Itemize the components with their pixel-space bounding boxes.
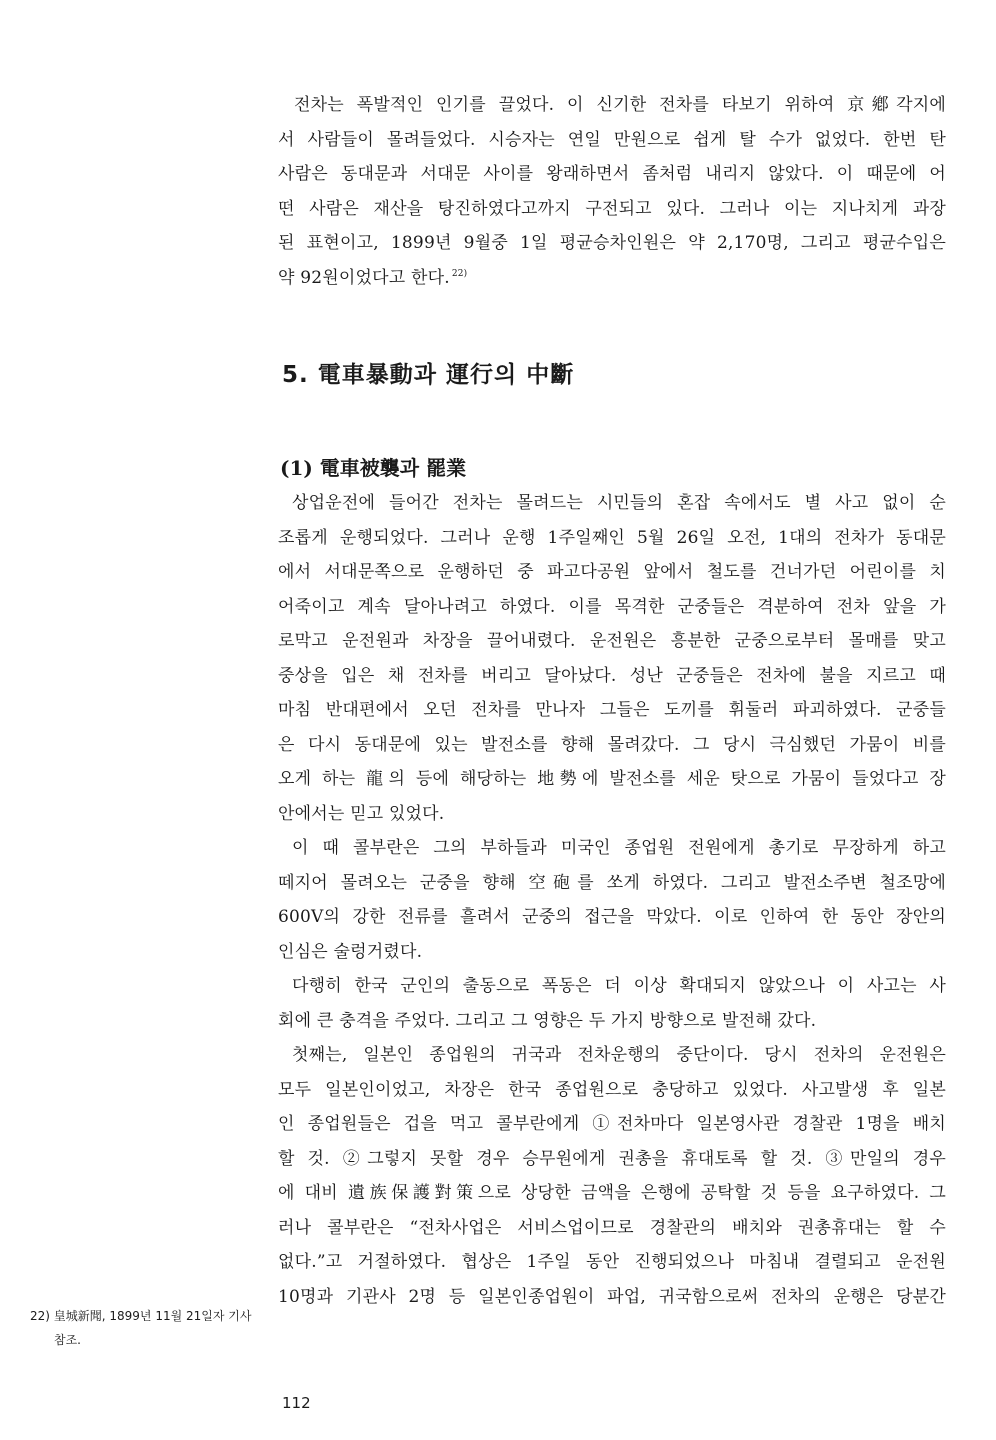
body-line: 10명과 기관사 2명 등 일본인종업원이 파업, 귀국함으로써 전차의 운행은 당분간	[278, 1286, 946, 1307]
body-line: 모두 일본인이었고, 차장은 한국 종업원으로 충당하고 있었다. 사고발생 후 일본	[278, 1079, 946, 1100]
subsection-title: (1) 電車被襲과 罷業	[280, 456, 467, 480]
body-line: 떼지어 몰려오는 군중을 향해 空砲를 쏘게 하였다. 그리고 발전소주변 철조망에	[278, 872, 946, 893]
body-line: 에서 서대문쪽으로 운행하던 중 파고다공원 앞에서 철도를 건너가던 어린이를 치	[278, 562, 946, 582]
body-line: 인심은 술렁거렸다.	[278, 941, 423, 962]
intro-line: 전차는 폭발적인 인기를 끌었다. 이 신기한 전차를 타보기 위하여 京鄕각지에	[294, 95, 946, 115]
body-line: 오게 하는 龍의 등에 해당하는 地勢에 발전소를 세운 탓으로 가뭄이 들었다고 장	[278, 769, 946, 789]
intro-line: 된 표현이고, 1899년 9월중 1일 평균승차인원은 약 2,170명, 그리고 평균수입은	[278, 233, 946, 253]
body-text	[278, 486, 946, 1314]
body-line: 러나 콜부란은 “전차사업은 서비스업이므로 경찰관의 배치와 권총휴대는 할 수	[278, 1217, 946, 1238]
body-line: 에 대비 遺族保護對策으로 상당한 금액을 은행에 공탁할 것 등을 요구하였다. 그	[278, 1183, 946, 1203]
body-line: 600V의 강한 전류를 흘려서 군중의 접근을 막았다. 이로 인하여 한 동안 장안의	[278, 907, 946, 927]
body-line: 조롭게 운행되었다. 그러나 운행 1주일째인 5월 26일 오전, 1대의 전차가 동대문	[278, 527, 946, 548]
intro-last-line	[278, 261, 946, 296]
intro-line: 서 사람들이 몰려들었다. 시승자는 연일 만원으로 쉽게 탈 수가 없었다. 한번 탄	[278, 129, 946, 150]
body-line: 인 종업원들은 겁을 먹고 콜부란에게 ①전차마다 일본영사관 경찰관 1명을 배치	[278, 1114, 946, 1134]
body-line: 어죽이고 계속 달아나려고 하였다. 이를 목격한 군중들은 격분하여 전차 앞을 가	[278, 596, 946, 617]
intro-paragraph	[278, 88, 946, 295]
body-line: 할 것. ②그렇지 못할 경우 승무원에게 권총을 휴대토록 할 것. ③만일의 경우	[278, 1148, 946, 1169]
page-number: 112	[282, 1394, 311, 1412]
body-line: 마침 반대편에서 오던 전차를 만나자 그들은 도끼를 휘둘러 파괴하였다. 군중들	[278, 700, 946, 720]
intro-line: 사람은 동대문과 서대문 사이를 왕래하면서 좀처럼 내리지 않았다. 이 때문에 어	[278, 164, 946, 184]
intro-line: 약 92원이었다고 한다.	[278, 267, 450, 288]
body-line: 은 다시 동대문에 있는 발전소를 향해 몰려갔다. 그 당시 극심했던 가뭄이 비를	[278, 734, 946, 755]
body-line: 회에 큰 충격을 주었다. 그리고 그 영향은 두 가지 방향으로 발전해 갔다.	[278, 1010, 817, 1031]
body-line: 첫째는, 일본인 종업원의 귀국과 전차운행의 중단이다. 당시 전차의 운전원은	[292, 1045, 946, 1065]
footnote	[30, 1304, 270, 1352]
body-line: 중상을 입은 채 전차를 버리고 달아났다. 성난 군중들은 전차에 불을 지르고 때	[278, 665, 946, 686]
footnote-line: 22) 皇城新聞, 1899년 11월 21일자 기사	[30, 1309, 252, 1323]
intro-line: 떤 사람은 재산을 탕진하였다고까지 구전되고 있다. 그러나 이는 지나치게 과장	[278, 198, 946, 219]
body-line: 다행히 한국 군인의 출동으로 폭동은 더 이상 확대되지 않았으나 이 사고는 사	[292, 976, 946, 996]
footnote-line: 참조.	[54, 1333, 81, 1347]
body-line: 안에서는 믿고 있었다.	[278, 803, 445, 824]
footnote-reference: 22)	[451, 268, 468, 279]
body-line: 이 때 콜부란은 그의 부하들과 미국인 종업원 전원에게 총기로 무장하게 하고	[292, 838, 946, 858]
section-title: 5. 電車暴動과 運行의 中斷	[282, 362, 575, 388]
body-line: 없다.”고 거절하였다. 협상은 1주일 동안 진행되었으나 마침내 결렬되고 운전원	[278, 1252, 946, 1272]
body-line: 상업운전에 들어간 전차는 몰려드는 시민들의 혼잡 속에서도 별 사고 없이 순	[292, 493, 946, 513]
body-line: 로막고 운전원과 차장을 끌어내렸다. 운전원은 흥분한 군중으로부터 몰매를 맞고	[278, 631, 946, 651]
